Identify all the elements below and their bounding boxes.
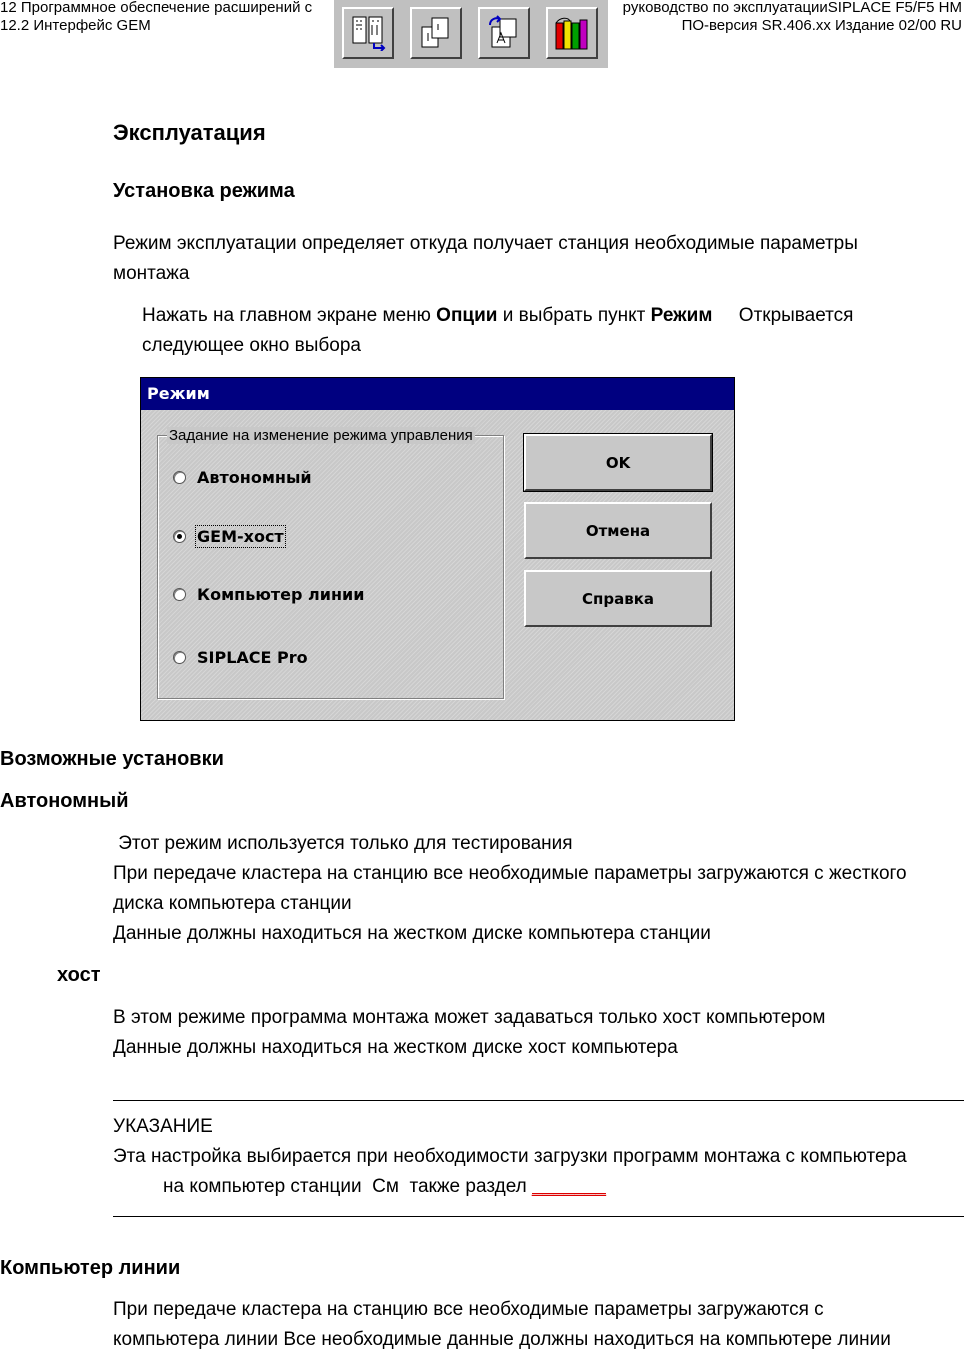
toolbar xyxy=(334,0,608,68)
host-text: Данные должны находиться на жестком диске хост компьютера xyxy=(113,1037,678,1058)
radio-gem-host[interactable] xyxy=(173,525,284,547)
page-ref-button[interactable] xyxy=(478,7,530,59)
radio-button[interactable] xyxy=(173,588,186,601)
line-computer-heading: Компьютер линии xyxy=(0,1257,181,1279)
mode-dialog xyxy=(140,377,735,721)
section-subtitle: Установка режима xyxy=(113,180,295,202)
layout-button[interactable] xyxy=(342,7,394,59)
books-icon xyxy=(554,15,590,51)
intro-text-cont: монтажа xyxy=(113,263,190,284)
ok-button[interactable]: OK xyxy=(524,434,712,491)
groupbox-label: Задание на изменение режима управления xyxy=(169,427,473,444)
intro-text: Режим эксплуатации определяет откуда получает станция необходимые параметры xyxy=(113,233,858,254)
page-icon xyxy=(418,15,454,51)
note-text: Эта настройка выбирается при необходимости загрузки программ монтажа с компьютера xyxy=(113,1146,907,1167)
options-menu-ref: Опции xyxy=(436,305,498,326)
radio-button-checked[interactable] xyxy=(173,530,186,543)
radio-button[interactable] xyxy=(173,471,186,484)
radio-standalone[interactable] xyxy=(173,466,312,488)
step-instruction-cont: следующее окно выбора xyxy=(142,335,361,356)
mode-item-ref: Режим xyxy=(650,305,713,326)
host-heading: хост xyxy=(57,964,101,986)
step-text-pre: Нажать на главном экране меню xyxy=(142,305,437,326)
header-section: 12.2 Интерфейс GEM xyxy=(0,17,151,34)
host-text: В этом режиме программа монтажа может задаваться только хост компьютером xyxy=(113,1007,826,1028)
section-reference-link[interactable]: _______ xyxy=(532,1176,606,1197)
page-button[interactable] xyxy=(410,7,462,59)
step-text-mid: и выбрать пункт xyxy=(497,305,651,326)
radio-button[interactable] xyxy=(173,651,186,664)
note-text-cont xyxy=(163,1176,606,1198)
page-title: Эксплуатация xyxy=(113,120,266,145)
radio-label: GEM-хост xyxy=(197,526,284,546)
line-computer-text: компьютера линии Все необходимые данные должны находиться на компьютере линии xyxy=(113,1329,891,1350)
radio-label: Автономный xyxy=(197,467,312,487)
page-ref-icon xyxy=(486,15,522,51)
books-button[interactable] xyxy=(546,7,598,59)
step-text-post: Открывается xyxy=(712,305,854,326)
standalone-text: Этот режим используется только для тестирования xyxy=(113,833,573,854)
dialog-title: Режим xyxy=(141,378,734,410)
note-text-line2: на компьютер станции См также раздел xyxy=(163,1176,532,1197)
header-manual-title: руководство по эксплуатацииSIPLACE F5/F5 HM xyxy=(622,0,962,16)
note-title: УКАЗАНИЕ xyxy=(113,1116,213,1137)
cancel-button[interactable]: Отмена xyxy=(524,502,712,559)
header-version: ПО-версия SR.406.xx Издание 02/00 RU xyxy=(681,17,962,34)
header-chapter: 12 Программное обеспечение расширений с xyxy=(0,0,313,16)
layout-icon xyxy=(350,15,386,51)
standalone-text: диска компьютера станции xyxy=(113,893,352,914)
line-computer-text: При передаче кластера на станцию все необходимые параметры загружаются с xyxy=(113,1299,824,1320)
note-divider-bottom xyxy=(113,1216,964,1217)
help-button[interactable]: Справка xyxy=(524,570,712,627)
standalone-heading: Автономный xyxy=(0,790,129,812)
settings-heading: Возможные установки xyxy=(0,748,224,770)
standalone-text: Данные должны находиться на жестком диске компьютера станции xyxy=(113,923,711,944)
radio-line-computer[interactable] xyxy=(173,583,364,605)
standalone-text: При передаче кластера на станцию все необходимые параметры загружаются с жесткого xyxy=(113,863,907,884)
step-instruction xyxy=(142,305,853,327)
note-divider-top xyxy=(113,1100,964,1101)
radio-siplace-pro[interactable] xyxy=(173,646,308,668)
radio-label: Компьютер линии xyxy=(197,584,365,604)
radio-label: SIPLACE Pro xyxy=(197,647,308,667)
